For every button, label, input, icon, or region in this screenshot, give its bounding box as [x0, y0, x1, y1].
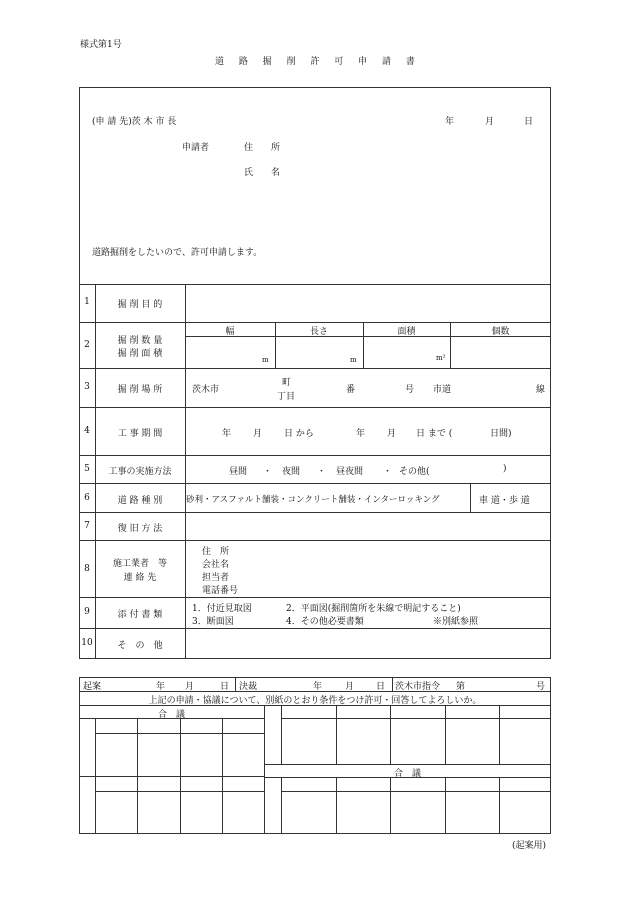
period-days: 日間): [490, 429, 512, 439]
label-other: そ の 他: [117, 641, 163, 651]
attachment-note: ※別紙参照: [433, 617, 479, 627]
row-number-2: 2: [84, 340, 90, 350]
row-number-7: 7: [84, 521, 90, 531]
date-year: 年: [445, 117, 455, 127]
label-restoration: 復 旧 方 法: [117, 524, 163, 534]
attachment-4: 4．その他必要書類: [286, 617, 364, 627]
location-shido: 市道: [433, 385, 452, 395]
contractor-person: 担当者: [202, 573, 230, 583]
pavement-options[interactable]: 砂利・アスファルト舗装・コンクリート舗装・インターロッキング: [186, 495, 440, 505]
row-number-5: 5: [84, 464, 90, 474]
date-day: 日: [524, 117, 534, 127]
request-statement: 道路掘削をしたいので、許可申請します。: [92, 248, 263, 258]
row-number-3: 3: [84, 382, 90, 392]
row-number-10: 10: [81, 638, 93, 648]
method-other[interactable]: その他(: [399, 467, 430, 477]
method-separator: ・: [383, 467, 393, 477]
approval-sentence: 上記の申請・協議について、別紙のとおり条件をつけ許可・回答してよろしいか。: [148, 696, 482, 706]
shirei-label: 茨木市指令: [395, 682, 441, 692]
attachment-3: 3．断面図: [192, 617, 234, 627]
road-options[interactable]: 車 道・歩 道: [479, 496, 530, 506]
purpose-field[interactable]: [186, 285, 550, 321]
kessai-year: 年: [313, 682, 323, 692]
kessai-month: 月: [345, 682, 355, 692]
location-ban: 番: [346, 385, 356, 395]
attachment-1: 1．付近見取図: [192, 604, 252, 614]
label-road-type: 道 路 種 別: [117, 496, 163, 506]
method-night[interactable]: 夜間: [282, 467, 301, 477]
label-method: 工事の実施方法: [108, 467, 172, 477]
row-number-4: 4: [84, 426, 90, 436]
header-count: 個数: [491, 327, 510, 337]
label-contractor: 施工業者 等: [112, 559, 167, 569]
label-attachments: 添 付 書 類: [117, 610, 163, 620]
applicant-label: 申請者: [182, 143, 210, 153]
label-location: 掘 削 場 所: [117, 385, 163, 395]
label-area: 掘 削 面 積: [117, 349, 163, 359]
period-day-to: 日 まで (: [416, 429, 453, 439]
unit-area: m²: [436, 354, 446, 362]
label-contact: 連 絡 先: [123, 573, 157, 583]
label-purpose: 掘 削 目 的: [117, 300, 163, 310]
attachment-2: 2．平面図(掘削箇所を朱線で明記すること): [286, 604, 461, 614]
other-field[interactable]: [186, 629, 550, 658]
row-number-1: 1: [84, 297, 90, 307]
unit-length: m: [350, 356, 357, 364]
kian-label: 起案: [83, 682, 102, 692]
footer-note: (起案用): [512, 841, 547, 851]
period-day-from: 日 から: [284, 429, 314, 439]
method-day-night[interactable]: 昼夜間: [336, 467, 364, 477]
contractor-address: 住 所: [202, 547, 230, 557]
header-length: 長さ: [309, 327, 328, 337]
row-number-8: 8: [84, 564, 90, 574]
location-go: 号: [405, 385, 415, 395]
name-label: 氏 名: [244, 168, 281, 178]
contractor-company: 会社名: [202, 560, 230, 570]
row-number-9: 9: [84, 607, 90, 617]
location-chome: 丁目: [277, 392, 296, 402]
kian-month: 月: [185, 682, 195, 692]
method-other-close: ): [503, 464, 507, 474]
address-label: 住 所: [244, 143, 281, 153]
label-quantity: 掘 削 数 量: [117, 336, 163, 346]
kessai-day: 日: [376, 682, 386, 692]
method-separator: ・: [263, 467, 273, 477]
location-city: 茨木市: [192, 385, 220, 395]
shirei-go: 号: [536, 682, 546, 692]
kessai-label: 決裁: [239, 682, 258, 692]
header-width: 幅: [225, 327, 235, 337]
location-sen: 線: [536, 385, 546, 395]
period-month-to: 月: [387, 429, 397, 439]
page-title: 道 路 掘 削 許 可 申 請 書: [215, 57, 421, 67]
contractor-phone: 電話番号: [202, 586, 239, 596]
addressee: (申 請 先)茨 木 市 長: [92, 117, 177, 127]
shirei-dai: 第: [456, 682, 466, 692]
method-separator: ・: [317, 467, 327, 477]
unit-width: m: [262, 356, 269, 364]
restoration-field[interactable]: [186, 513, 550, 539]
period-year-from: 年: [222, 429, 232, 439]
form-number: 様式第1号: [80, 40, 122, 50]
kian-year: 年: [156, 682, 166, 692]
location-machi: 町: [282, 378, 292, 388]
date-month: 月: [485, 117, 495, 127]
period-year-to: 年: [356, 429, 366, 439]
period-month-from: 月: [253, 429, 263, 439]
kian-day: 日: [220, 682, 230, 692]
header-area: 面積: [397, 327, 416, 337]
row-number-6: 6: [84, 493, 90, 503]
gougi-right-label: 合 議: [393, 769, 421, 779]
method-daytime[interactable]: 昼間: [229, 467, 248, 477]
gougi-left-label: 合 議: [157, 710, 185, 720]
label-period: 工 事 期 間: [117, 429, 163, 439]
